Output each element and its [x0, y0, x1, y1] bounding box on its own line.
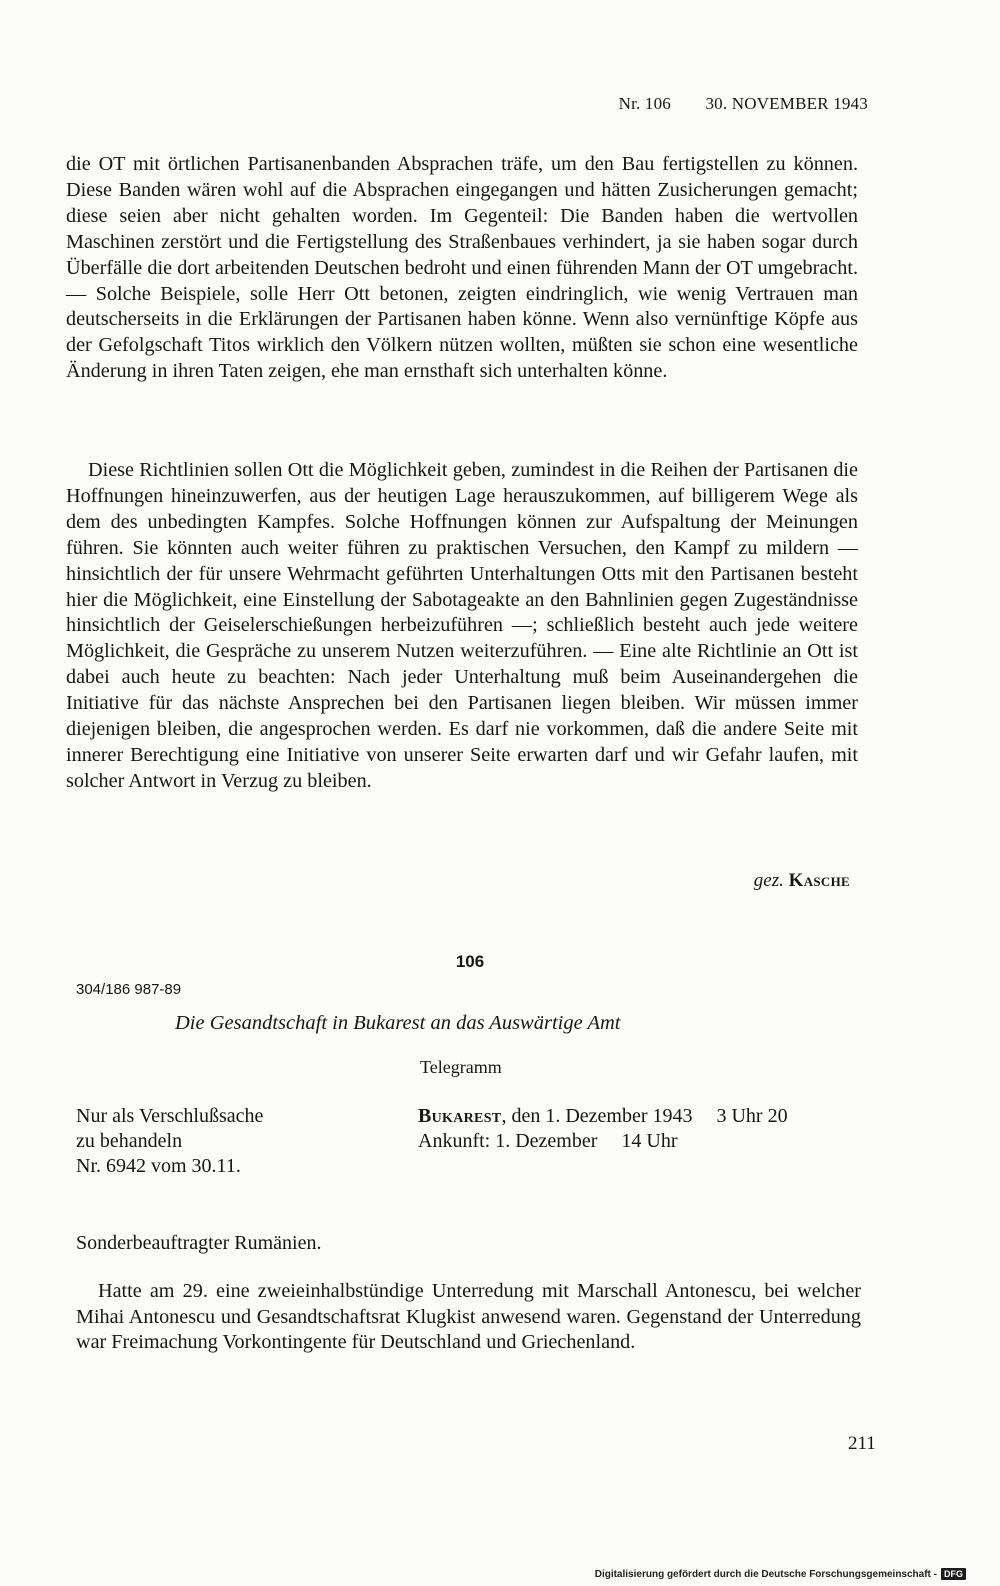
document-title: Die Gesandtschaft in Bukarest an das Auswärtige Amt [175, 1012, 621, 1034]
classification-block [76, 1104, 263, 1179]
header-date: 30. NOVEMBER 1943 [705, 94, 868, 113]
paragraph-2: Diese Richtlinien sollen Ott die Möglichkeit geben, zumindest in die Reihen der Partisanen die Hoffnungen hineinzuwerfen, aus der heutigen Lage herauszukommen, auf billigerem Wege als dem des unbedingten Kampfes. Solche Hoffnungen können zur Aufspaltung der Meinungen führen. Sie könnten auch weiter führen zu praktischen Versuchen, den Kampf zu mildern — hinsichtlich der für unsere Wehrmacht geführten Unterhaltungen Otts mit den Partisanen besteht hier die Möglichkeit, eine Einstellung der Sabotageakte an den Bahnlinien gegen Zugeständnisse hinsichtlich der Geiselerschießungen herbeizuführen —; schließlich besteht auch jede weitere Möglichkeit, die Gespräche zu unserem Nutzen weiterzuführen. — Eine alte Richtlinie an Ott ist dabei auch heute zu beachten: Nach jeder Unterhaltung muß beim Auseinandergehen die Initiative für das nächste Ansprechen bei den Partisanen liegen bleiben. Wir müssen immer diejenigen bleiben, die angesprochen werden. Es darf nie vorkommen, daß die andere Seite mit innerer Berechtigung eine Initiative von unserer Seite erwarten darf und wir Gefahr laufen, mit solcher Antwort in Verzug zu bleiben. [66, 459, 858, 792]
classification-line-1: Nur als Verschlußsache [76, 1105, 264, 1127]
sent-date: , den 1. Dezember 1943 [501, 1105, 693, 1127]
document-number: 106 [455, 952, 485, 971]
signature [754, 870, 850, 892]
message-reference: Nr. 6942 vom 30.11. [76, 1155, 241, 1177]
page-number: 211 [848, 1433, 876, 1454]
paragraph-3: Hatte am 29. eine zweieinhalbstündige Unterredung mit Marschall Antonescu, bei welcher Mihai Antonescu und Gesandtschaftsrat Klugkist anwesend waren. Gegenstand der Unterredung war Freimachung Vorkontingente für Deutschland und Griechenland. [76, 1280, 861, 1353]
classification-line-2: zu behandeln [76, 1130, 183, 1152]
sent-time: 3 Uhr 20 [716, 1105, 788, 1127]
digitization-footer [595, 1568, 966, 1580]
addressee: Sonderbeauftragter Rumänien. [76, 1232, 322, 1254]
signature-prefix: gez. [753, 870, 784, 891]
dfg-logo-icon: DFG [941, 1568, 966, 1580]
arrival-date: Ankunft: 1. Dezember [418, 1130, 598, 1152]
footer-text: Digitalisierung gefördert durch die Deutsche Forschungsgemeinschaft - [594, 1568, 937, 1580]
header-doc-number: Nr. 106 [618, 94, 671, 113]
sent-line [418, 1104, 788, 1129]
dispatch-block [418, 1104, 788, 1154]
signature-name: Kasche [788, 870, 850, 891]
file-reference: 304/186 987-89 [76, 981, 182, 998]
sent-place: Bukarest [418, 1105, 502, 1127]
arrival-time: 14 Uhr [621, 1130, 678, 1152]
running-header [619, 94, 868, 114]
document-type: Telegramm [420, 1057, 502, 1077]
arrival-line [418, 1129, 788, 1154]
paragraph-1: die OT mit örtlichen Partisanenbanden Absprachen träfe, um den Bau fertigstellen zu können. Diese Banden wären wohl auf die Absprachen eingegangen und hätten Zusicherungen gemacht; diese seien aber nicht gehalten worden. Im Gegenteil: Die Banden haben die wertvollen Maschinen zerstört und die Fertigstellung des Straßenbaues verhindert, ja sie haben sogar durch Überfälle die dort arbeitenden Deutschen bedroht und einen führenden Mann der OT umgebracht. — Solche Beispiele, solle Herr Ott betonen, zeigten eindringlich, wie wenig Vertrauen man deutscherseits in die Erklärungen der Partisanen haben könne. Wenn also vernünftige Köpfe aus der Gefolgschaft Titos wirklich den Völkern nützen wollten, müßten sie schon eine wesentliche Änderung in ihren Taten zeigen, ehe man ernsthaft sich unterhalten könne. [66, 153, 858, 383]
